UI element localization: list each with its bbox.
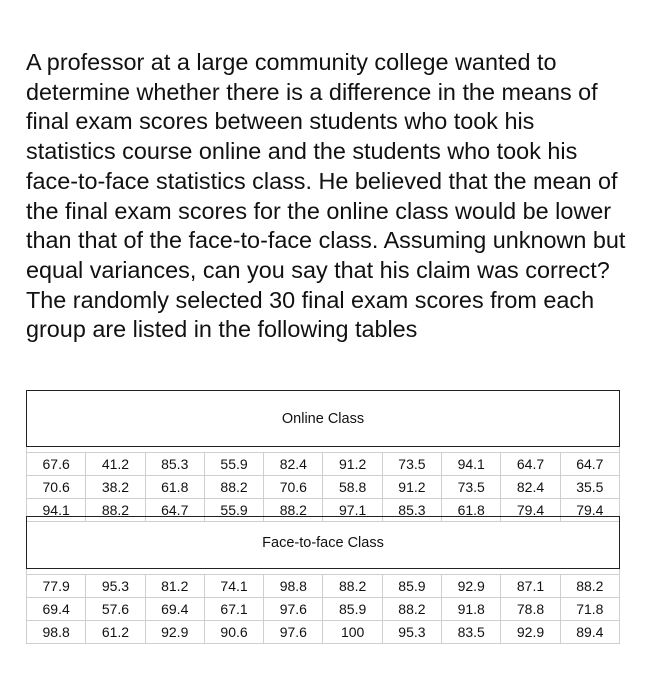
score-cell: 97.6 xyxy=(264,598,323,621)
score-cell: 55.9 xyxy=(204,453,263,476)
score-cell: 74.1 xyxy=(204,575,263,598)
score-cell: 69.4 xyxy=(27,598,86,621)
score-cell: 55.9 xyxy=(204,499,263,522)
score-cell: 94.1 xyxy=(442,453,501,476)
score-cell: 57.6 xyxy=(86,598,145,621)
score-cell: 79.4 xyxy=(501,499,560,522)
score-cell: 89.4 xyxy=(560,621,619,644)
score-cell: 73.5 xyxy=(382,453,441,476)
score-cell: 98.8 xyxy=(264,575,323,598)
score-cell: 88.2 xyxy=(560,575,619,598)
score-cell: 88.2 xyxy=(323,575,382,598)
score-cell: 69.4 xyxy=(145,598,204,621)
face-to-face-class-title: Face-to-face Class xyxy=(27,517,620,569)
score-cell: 64.7 xyxy=(501,453,560,476)
question-text: A professor at a large community college wanted to determine whether there is a difference in the means of final exam scores between students who took his statistics course online and the students who took his face-to-face statistics class. He believed that the mean of the final exam scores for the online class would be lower than that of the face-to-face class. Assuming unknown but equal variances, can you say that his claim was correct? The randomly selected 30 final exam scores from each group are listed in the following tables xyxy=(26,49,626,343)
score-cell: 97.1 xyxy=(323,499,382,522)
score-cell: 70.6 xyxy=(264,476,323,499)
score-cell: 71.8 xyxy=(560,598,619,621)
table-row xyxy=(27,476,620,499)
score-cell: 91.8 xyxy=(442,598,501,621)
table-row xyxy=(27,598,620,621)
score-cell: 70.6 xyxy=(27,476,86,499)
score-cell: 85.9 xyxy=(323,598,382,621)
score-cell: 91.2 xyxy=(323,453,382,476)
online-class-table xyxy=(26,390,620,522)
score-cell: 61.8 xyxy=(145,476,204,499)
score-cell: 92.9 xyxy=(442,575,501,598)
score-cell: 82.4 xyxy=(501,476,560,499)
score-cell: 81.2 xyxy=(145,575,204,598)
score-cell: 98.8 xyxy=(27,621,86,644)
score-cell: 97.6 xyxy=(264,621,323,644)
score-cell: 95.3 xyxy=(382,621,441,644)
score-cell: 58.8 xyxy=(323,476,382,499)
score-cell: 61.8 xyxy=(442,499,501,522)
score-cell: 88.2 xyxy=(264,499,323,522)
score-cell: 88.2 xyxy=(86,499,145,522)
score-cell: 35.5 xyxy=(560,476,619,499)
score-cell: 78.8 xyxy=(501,598,560,621)
score-cell: 92.9 xyxy=(145,621,204,644)
score-cell: 67.6 xyxy=(27,453,86,476)
score-cell: 41.2 xyxy=(86,453,145,476)
score-cell: 90.6 xyxy=(204,621,263,644)
score-cell: 83.5 xyxy=(442,621,501,644)
score-cell: 82.4 xyxy=(264,453,323,476)
score-cell: 85.9 xyxy=(382,575,441,598)
score-cell: 85.3 xyxy=(145,453,204,476)
online-class-title: Online Class xyxy=(27,391,620,447)
table-row xyxy=(27,453,620,476)
score-cell: 67.1 xyxy=(204,598,263,621)
score-cell: 77.9 xyxy=(27,575,86,598)
score-cell: 92.9 xyxy=(501,621,560,644)
score-cell: 64.7 xyxy=(560,453,619,476)
score-cell: 61.2 xyxy=(86,621,145,644)
face-to-face-class-table xyxy=(26,516,620,644)
score-cell: 95.3 xyxy=(86,575,145,598)
table-row xyxy=(27,621,620,644)
score-cell: 94.1 xyxy=(27,499,86,522)
score-cell: 91.2 xyxy=(382,476,441,499)
score-cell: 85.3 xyxy=(382,499,441,522)
score-cell: 64.7 xyxy=(145,499,204,522)
score-cell: 38.2 xyxy=(86,476,145,499)
table-row xyxy=(27,575,620,598)
score-cell: 79.4 xyxy=(560,499,619,522)
score-cell: 100 xyxy=(323,621,382,644)
score-cell: 88.2 xyxy=(204,476,263,499)
score-cell: 87.1 xyxy=(501,575,560,598)
score-cell: 88.2 xyxy=(382,598,441,621)
score-cell: 73.5 xyxy=(442,476,501,499)
